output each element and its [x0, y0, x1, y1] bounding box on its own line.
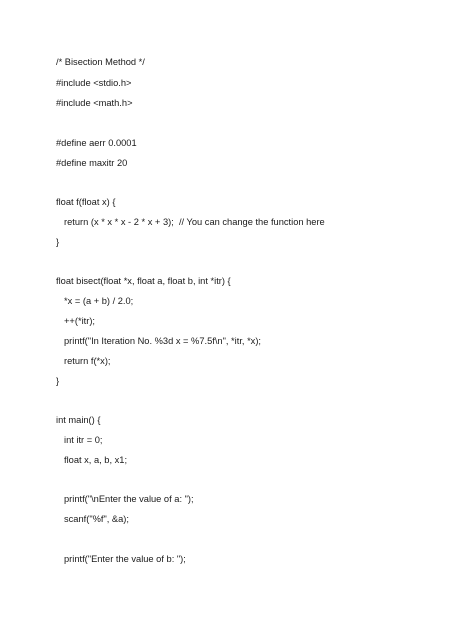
code-line-bisect-close: } — [56, 376, 60, 386]
code-line-comment: /* Bisection Method */ — [56, 57, 145, 67]
code-line-include-stdio: #include <stdio.h> — [56, 78, 132, 88]
code-line-bisect-return: return f(*x); — [64, 356, 111, 366]
code-line-bisect-itr: ++(*itr); — [64, 316, 95, 326]
code-line-main-itr: int itr = 0; — [64, 435, 103, 445]
code-line-main-vars: float x, a, b, x1; — [64, 455, 128, 465]
code-line-main-decl: int main() { — [56, 415, 101, 425]
code-line-include-math: #include <math.h> — [56, 98, 133, 108]
code-line-func-f-decl: float f(float x) { — [56, 197, 116, 207]
code-line-main-printf-a: printf("\nEnter the value of a: "); — [64, 494, 194, 504]
code-line-define-aerr: #define aerr 0.0001 — [56, 138, 137, 148]
code-line-define-maxitr: #define maxitr 20 — [56, 158, 128, 168]
code-line-func-f-close: } — [56, 237, 60, 247]
code-line-bisect-decl: float bisect(float *x, float a, float b, int *itr) { — [56, 276, 231, 286]
code-line-main-printf-b: printf("Enter the value of b: "); — [64, 554, 186, 564]
code-line-func-f-return: return (x * x * x - 2 * x + 3); // You can change the function here — [64, 217, 325, 227]
code-line-bisect-mid: *x = (a + b) / 2.0; — [64, 296, 134, 306]
code-line-main-scanf-a: scanf("%f", &a); — [64, 514, 129, 524]
code-line-bisect-printf: printf("In Iteration No. %3d x = %7.5f\n", *itr, *x); — [64, 336, 262, 346]
